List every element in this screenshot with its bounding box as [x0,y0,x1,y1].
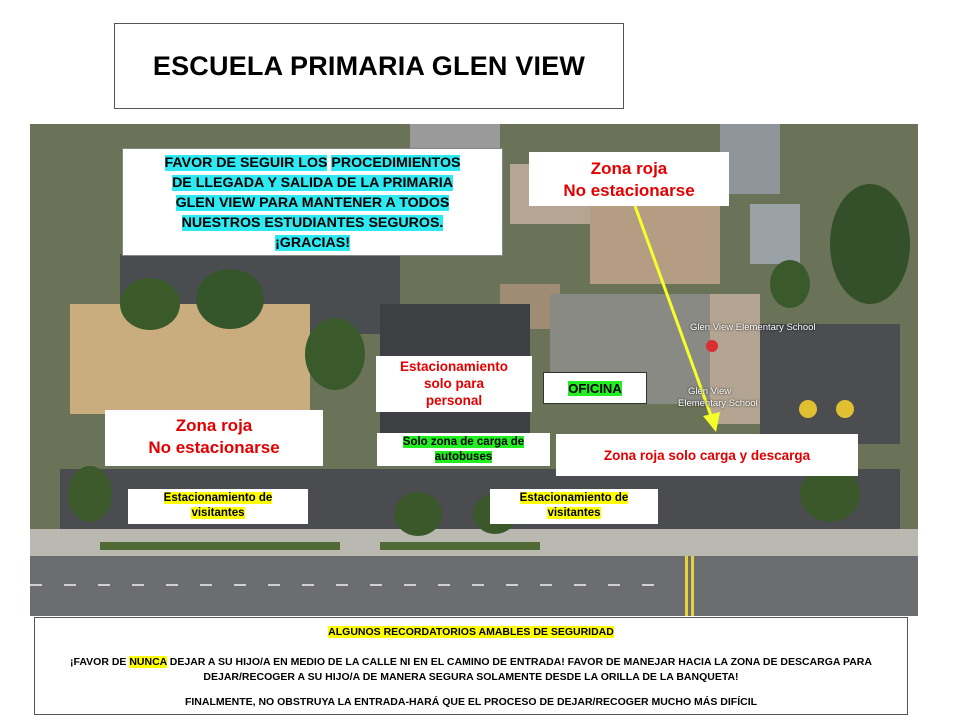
intro-box [122,148,503,256]
reminders-paragraph [55,655,887,685]
staff-parking-line1: Estacionamiento [399,359,509,374]
red-zone-top-line1: Zona roja [590,159,668,178]
visitor-parking-left-label [128,489,308,524]
red-zone-left-line2: No estacionarse [148,438,280,457]
red-zone-left-line1: Zona roja [175,416,253,435]
reminders-final: FINALMENTE, NO OBSTRUYA LA ENTRADA-HARÁ QUE EL PROCESO DE DEJAR/RECOGER MUCHO MÁS DIFÍCIL [184,696,758,708]
visitor-right-line1: Estacionamiento de [519,492,629,504]
page-title: ESCUELA PRIMARIA GLEN VIEW [152,50,586,81]
intro-text-5: NUESTROS ESTUDIANTES SEGUROS. [181,215,444,231]
bus-zone-label [377,433,550,466]
staff-parking-label [376,356,532,412]
red-zone-left-label [105,410,323,466]
staff-parking-line2: solo para [423,376,485,391]
map-label-school-2a: Glen View [688,386,732,397]
bus-zone-line1: Solo zona de carga de [402,436,525,448]
reminders-heading: ALGUNOS RECORDATORIOS AMABLES DE SEGURIDAD [328,626,614,638]
red-zone-top-line2: No estacionarse [563,181,695,200]
intro-text-4: GLEN VIEW PARA MANTENER A TODOS [175,195,450,211]
intro-text-1: FAVOR DE SEGUIR LOS [164,155,328,171]
office-text: OFICINA [568,380,622,396]
intro-text-3: DE LLEGADA Y SALIDA DE LA PRIMARIA [172,175,453,191]
bus-zone-line2: autobuses [434,451,493,463]
red-zone-top-label [529,152,729,206]
reminders-text-a: ¡FAVOR DE [70,656,127,668]
visitor-left-line1: Estacionamiento de [163,492,273,504]
office-label [543,372,647,404]
staff-parking-line3: personal [425,393,483,408]
red-loading-zone-label [556,434,858,476]
reminders-text-b: DEJAR A SU HIJO/A EN MEDIO DE LA CALLE NI EN EL CAMINO DE ENTRADA! FAVOR DE MANEJAR HACIA LA ZONA DE DESCARGA PARA DEJAR/RECOGER A SU HIJO/A DE MANERA SEGURA SOLAMENTE DESDE LA ORILLA DE LA BANQUETA! [169,656,872,683]
safety-reminders-box [34,617,908,715]
location-pin-icon [706,340,718,352]
visitor-parking-right-label [490,489,658,524]
reminders-never: NUNCA [129,656,167,668]
title-box [114,23,624,109]
red-loading-text: Zona roja solo carga y descarga [603,447,811,463]
visitor-left-line2: visitantes [191,507,245,519]
visitor-right-line2: visitantes [547,507,601,519]
intro-text-2: PROCEDIMIENTOS [331,155,461,171]
intro-text-6: ¡GRACIAS! [275,235,350,251]
map-label-school-1: Glen View Elementary School [690,322,816,333]
map-label-school-2b: Elementary School [678,398,758,409]
